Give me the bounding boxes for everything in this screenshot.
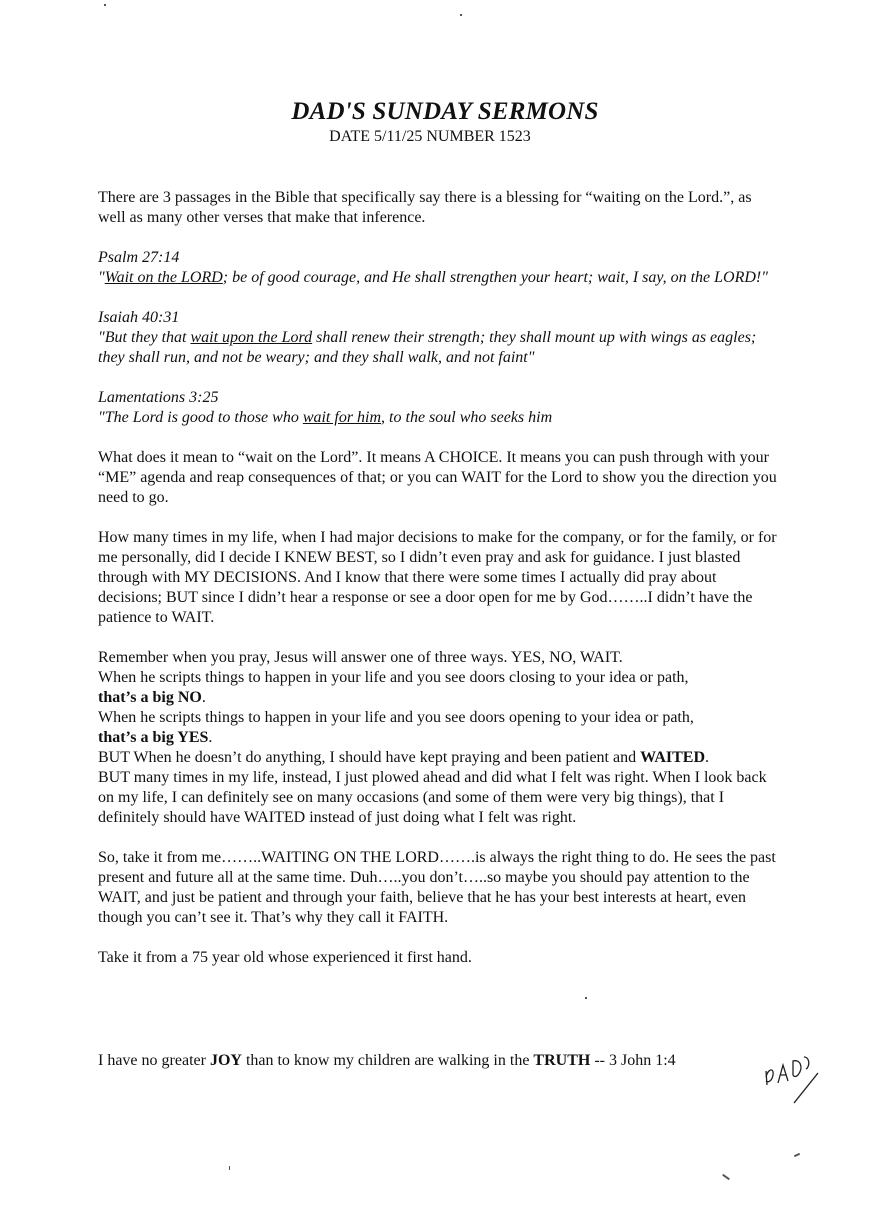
verse-text-post: ; be of good courage, and He shall strengthen your heart; wait, I say, on the LORD!"	[222, 269, 768, 286]
meaning-paragraph: What does it mean to “wait on the Lord”. It means A CHOICE. It means you can push through with your “ME” agenda and reap consequences of that; or you can WAIT for the Lord to show you the direction you need to go.	[98, 449, 777, 506]
doors-closing-line: When he scripts things to happen in your life and you see doors closing to your idea or path,	[98, 669, 689, 686]
big-yes-period: .	[208, 729, 213, 746]
verse-reference: Isaiah 40:31	[98, 309, 180, 326]
handwritten-signature	[760, 1045, 830, 1110]
verse-underlined-phrase: Wait on the LORD	[104, 269, 223, 286]
footer-scripture	[98, 1052, 778, 1070]
answers-intro: Remember when you pray, Jesus will answer one of three ways. YES, NO, WAIT.	[98, 649, 623, 666]
waited-bold: WAITED	[640, 749, 706, 766]
verse-underlined-phrase: wait upon the Lord	[190, 329, 313, 346]
scan-speck	[229, 1166, 230, 1170]
scan-speck	[460, 14, 462, 16]
verse-text-pre: "But they that	[98, 329, 191, 346]
footer-text-pre: I have no greater	[98, 1052, 210, 1069]
date-number-line: DATE 5/11/25 NUMBER 1523	[329, 128, 531, 145]
verse-underlined-phrase: wait for him	[302, 409, 382, 426]
verse-reference: Psalm 27:14	[98, 249, 180, 266]
reflection-text: BUT many times in my life, instead, I just plowed ahead and did what I felt was right. When I look back on my life, I can definitely see on many occasions (and some of them were very big things), that I definitely should have WAITED instead of just doing what I felt was right.	[98, 769, 767, 826]
verse-text-pre: "The Lord is good to those who	[98, 409, 303, 426]
footer-reference: -- 3 John 1:4	[590, 1052, 676, 1069]
scan-speck	[104, 4, 106, 6]
verse-text-pre: "	[98, 269, 105, 286]
verse-text-post: shall renew their strength; they shall mount up with wings as eagles; they shall run, and not be weary; and they shall walk, and not faint"	[98, 329, 757, 366]
answers-paragraph	[98, 648, 778, 828]
scan-speck	[585, 997, 587, 999]
doors-opening-line: When he scripts things to happen in your life and you see doors opening to your idea or path,	[98, 709, 694, 726]
truth-word: TRUTH	[533, 1052, 591, 1069]
scan-speck	[722, 1174, 730, 1180]
joy-word: JOY	[209, 1052, 242, 1069]
scan-speck	[794, 1153, 800, 1157]
history-paragraph: How many times in my life, when I had major decisions to make for the company, or for the family, or for me personally, did I decide I KNEW BEST, so I didn’t even pray and ask for guidance. I just blasted through with MY DECISIONS. And I know that there were some times I actually did pray about decisions; BUT since I didn’t hear a response or see a door open for me by God……..I didn’t have the patience to WAIT.	[98, 529, 777, 626]
waited-period: .	[705, 749, 710, 766]
big-no: that’s a big NO	[98, 689, 202, 706]
waited-line: BUT When he doesn’t do anything, I should have kept praying and been patient and	[98, 749, 641, 766]
conclusion-paragraph: So, take it from me……..WAITING ON THE LORD…….is always the right thing to do. He sees the past present and future all at the same time. Duh…..you don’t…..so maybe you should pay attention to the WAIT, and just be patient and through your faith, believe that he has your best interests at heart, even though you can’t see it. That’s why they call it FAITH.	[98, 849, 776, 926]
big-yes: that’s a big YES	[98, 729, 209, 746]
footer-text-mid: than to know my children are walking in the	[241, 1052, 534, 1069]
verse-text-post: , to the soul who seeks him	[381, 409, 553, 426]
verse-isaiah	[98, 308, 778, 368]
intro-paragraph: There are 3 passages in the Bible that specifically say there is a blessing for “waiting on the Lord.”, as well as many other verses that make that inference.	[98, 189, 752, 226]
big-no-period: .	[201, 689, 206, 706]
page-title: DAD'S SUNDAY SERMONS	[291, 98, 599, 125]
sermon-body	[98, 188, 778, 988]
age-paragraph: Take it from a 75 year old whose experienced it first hand.	[98, 949, 472, 966]
verse-reference: Lamentations 3:25	[98, 389, 219, 406]
verse-lamentations	[98, 388, 778, 428]
verse-psalm	[98, 248, 778, 288]
